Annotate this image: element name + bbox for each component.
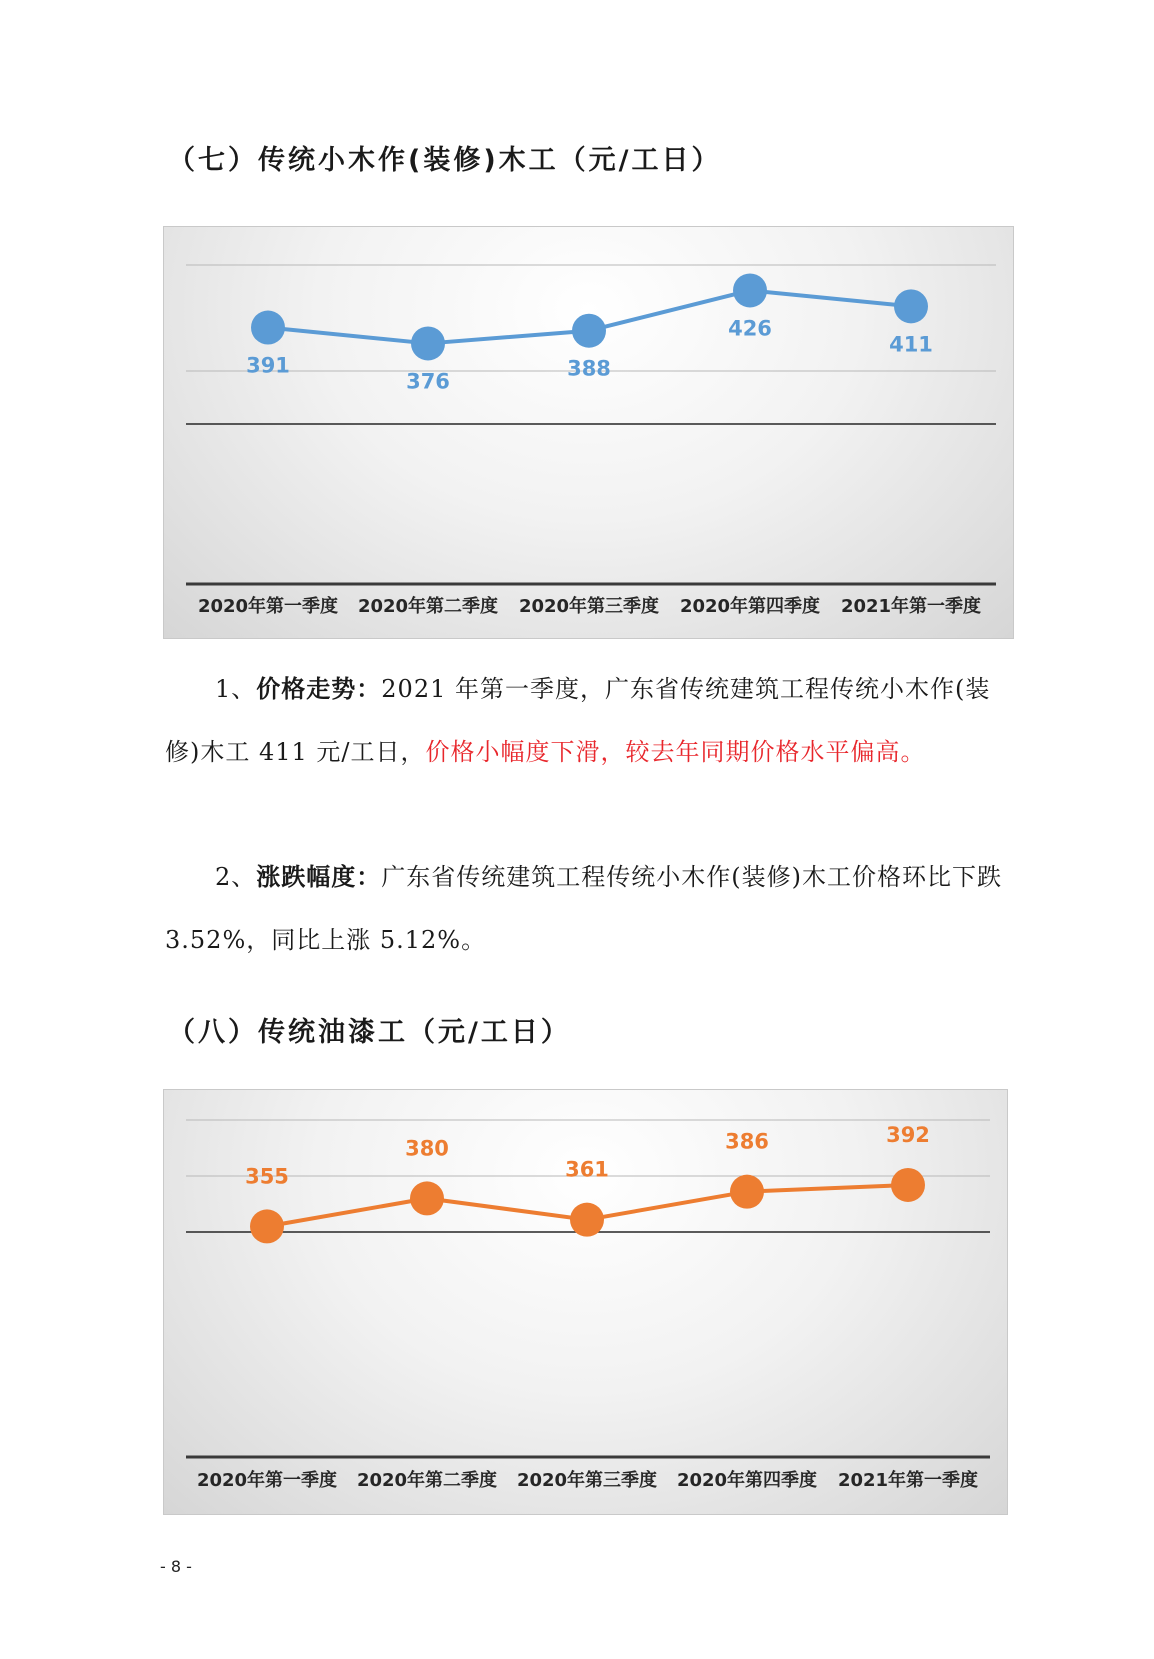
data-label: 380 [405,1136,449,1161]
paragraph-price-trend-label: 价格走势： [256,675,382,703]
category-label: 2020年第一季度 [197,596,339,617]
data-label: 411 [889,332,933,357]
data-point [410,1181,444,1215]
data-point [411,326,445,360]
paragraph-change-range-label: 涨跌幅度： [256,863,382,891]
data-label: 361 [565,1157,609,1182]
page-number: - 8 - [160,1557,192,1576]
data-point [251,311,285,345]
section7-title: （七）传统小木作(装修)木工（元/工日） [168,145,722,176]
chart-carpentry-svg [164,227,1013,638]
paragraph-price-trend [165,658,1005,784]
data-label: 386 [725,1129,769,1154]
data-label: 376 [406,369,450,394]
chart-painter-svg [164,1090,1007,1514]
paragraph-price-trend-text: 2021 年第一季度，广东省传统建筑工程传统小木作(装修)木工 411 元/工日， [165,675,991,766]
data-label: 388 [567,356,611,381]
paragraph-change-range-prefix: 2、 [215,863,257,891]
category-label: 2020年第四季度 [679,596,821,617]
chart-painter [163,1089,1008,1515]
paragraph-change-range-text: 广东省传统建筑工程传统小木作(装修)木工价格环比下跌 3.52%，同比上涨 5.12%。 [165,863,1003,954]
section8-title: （八）传统油漆工（元/工日） [168,1017,571,1048]
category-label: 2020年第二季度 [356,1470,498,1491]
category-label: 2020年第二季度 [357,596,499,617]
category-label: 2021年第一季度 [840,596,982,617]
category-label: 2020年第三季度 [518,596,660,617]
category-label: 2020年第三季度 [516,1470,658,1491]
category-label: 2020年第一季度 [196,1470,338,1491]
data-point [570,1203,604,1237]
data-label: 426 [728,316,772,341]
data-label: 355 [245,1164,289,1189]
data-label: 391 [246,353,290,378]
data-point [894,289,928,323]
data-point [572,314,606,348]
paragraph-price-trend-prefix: 1、 [215,675,257,703]
data-point [733,273,767,307]
data-label: 392 [886,1122,930,1147]
category-label: 2021年第一季度 [837,1470,979,1491]
data-point [891,1168,925,1202]
paragraph-price-trend-highlight: 价格小幅度下滑，较去年同期价格水平偏高。 [425,738,926,766]
paragraph-change-range [165,846,1005,972]
data-point [730,1175,764,1209]
category-label: 2020年第四季度 [676,1470,818,1491]
data-point [250,1209,284,1243]
chart-carpentry [163,226,1014,639]
